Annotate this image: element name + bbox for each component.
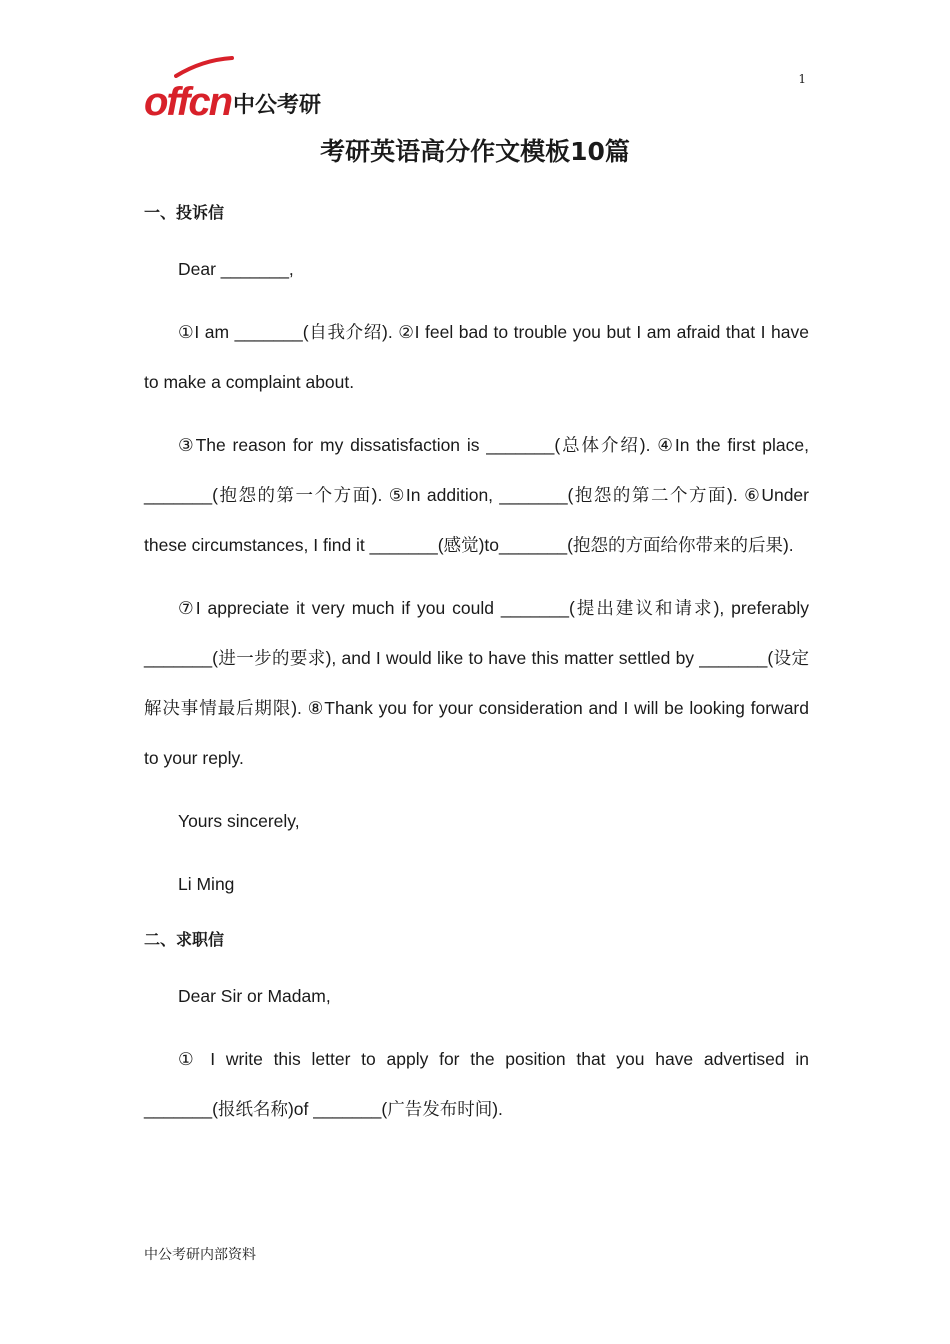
letter-salutation: Dear _______, [178,259,294,279]
offcn-logo [144,72,321,122]
letter-paragraph: ① I write this letter to apply for the position that you have advertised in _______(报纸名称)of _______(广告发布时间). [144,1049,809,1119]
logo-brand: offcn [144,80,232,124]
letter-signature: Li Ming [178,874,235,894]
section-heading-job-application: 二、求职信 [144,930,225,949]
letter-closing: Yours sincerely, [178,811,300,831]
letter-paragraph: ①I am _______(自我介绍). ②I feel bad to trouble you but I am afraid that I have to make a complaint about. [144,322,809,392]
letter-paragraph: ③The reason for my dissatisfaction is _______(总体介绍). ④In the first place, _______(抱怨的第一个方面). ⑤In addition, _______(抱怨的第二个方面). ⑥Under these circumstances, I find it _______(感觉)to_______(抱怨的方面给你带来的后果). [144,435,809,555]
document-title: 考研英语高分作文模板10篇 [320,137,630,166]
logo-chinese-text: 中公考研 [233,93,322,118]
page-footer: 中公考研内部资料 [144,1247,256,1263]
section-heading-complaint: 一、投诉信 [144,203,225,222]
page-number: 1 [798,72,806,86]
letter-salutation: Dear Sir or Madam, [178,986,331,1006]
logo-swoosh-icon [174,56,234,78]
document-body [144,195,809,1147]
letter-paragraph: ⑦I appreciate it very much if you could _______(提出建议和请求), preferably _______(进一步的要求), and I would like to have this matter settled by _______(设定解决事情最后期限). ⑧Thank you for your consideration and I will be looking forward to your reply. [144,598,809,768]
